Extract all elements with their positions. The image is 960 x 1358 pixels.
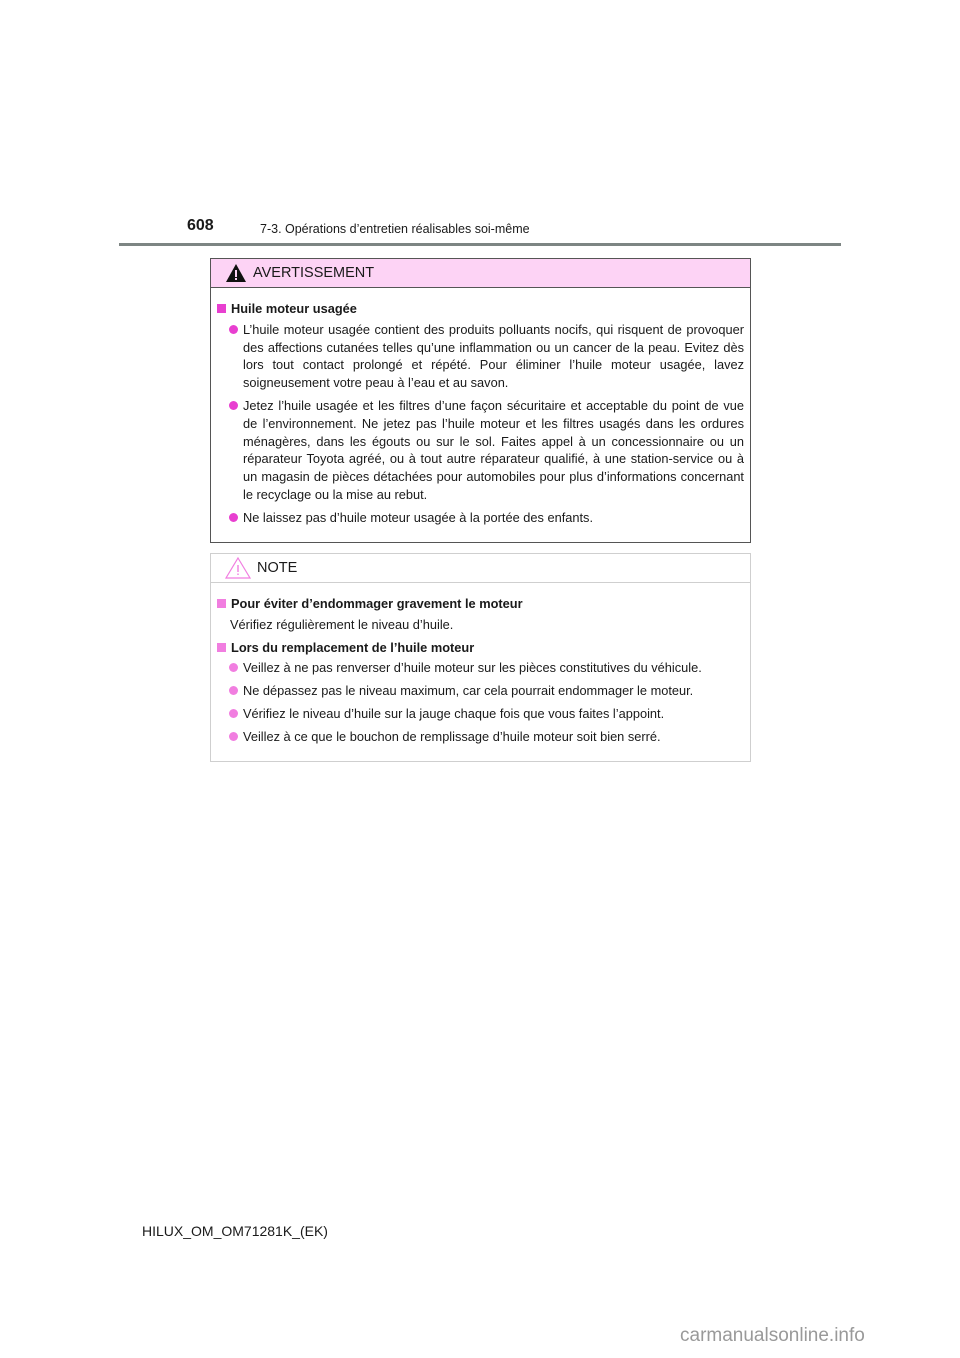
item-text: Ne laissez pas d’huile moteur usagée à la portée des enfants. [243,509,593,525]
caution-triangle-icon [225,557,251,579]
warning-box [210,258,751,543]
note-heading [216,595,744,613]
heading-text: Lors du remplacement de l’huile moteur [231,639,475,655]
note-heading [216,639,744,657]
list-item [216,728,744,746]
note-box [210,553,751,762]
note-header [211,554,750,583]
list-item [216,705,744,723]
warning-title: AVERTISSEMENT [253,265,375,281]
note-title: NOTE [257,560,298,576]
heading-text: Huile moteur usagée [231,301,357,316]
item-text: Ne dépassez pas le niveau maximum, car cela pourrait endommager le moteur. [243,683,694,699]
footer-code: HILUX_OM_OM71281K_(EK) [142,1223,328,1239]
bullet-icon [229,663,238,672]
bullet-icon [229,401,238,410]
page-number: 608 [187,217,214,234]
bullet-icon [229,686,238,695]
warning-triangle-icon [225,263,247,283]
list-item [216,397,744,504]
warning-heading [216,300,744,318]
list-item [216,682,744,700]
list-item [216,321,744,392]
item-text: Veillez à ce que le bouchon de remplissage d’huile moteur soit bien serré. [243,728,661,744]
heading-text: Pour éviter d’endommager gravement le moteur [231,596,523,611]
list-item [216,659,744,677]
square-bullet-icon [217,599,226,608]
item-text: Vérifiez le niveau d’huile sur la jauge chaque fois que vous faites l’appoint. [243,705,665,721]
item-text: L’huile moteur usagée contient des produits polluants nocifs, qui risquent de provoquer des affections cutanées telles qu’une inflammation ou un cancer de la peau. Evitez dès lors tout contact prolongé et répété. Pour éliminer l’huile moteur usagée, lavez soigneusement votre peau à l’eau et au savon. [243,321,744,391]
bullet-icon [229,325,238,334]
watermark: carmanualsonline.info [680,1325,865,1346]
bullet-icon [229,732,238,741]
list-item [216,509,744,527]
square-bullet-icon [217,304,226,313]
item-text: Jetez l’huile usagée et les filtres d’une façon sécuritaire et acceptable du point de vue de l’environnement. Ne jetez pas l’huile moteur et les filtres usagés dans les ordures ménagères, dans les égouts ou sur le sol. Faites appel à un concessionnaire ou un réparateur Toyota agréé, ou à tout autre réparateur qualifié, à une station-service ou à un magasin de pièces détachées pour automobiles pour plus d’informations concernant le recyclage ou la mise au rebut. [243,397,744,502]
bullet-icon [229,709,238,718]
section-title: 7-3. Opérations d’entretien réalisables soi-même [260,222,530,236]
bullet-icon [229,513,238,522]
warning-header [211,259,750,288]
square-bullet-icon [217,643,226,652]
header-rule [119,243,841,246]
item-text: Veillez à ne pas renverser d’huile moteur sur les pièces constitutives du véhicule. [243,660,702,676]
note-text: Vérifiez régulièrement le niveau d’huile. [230,616,454,632]
